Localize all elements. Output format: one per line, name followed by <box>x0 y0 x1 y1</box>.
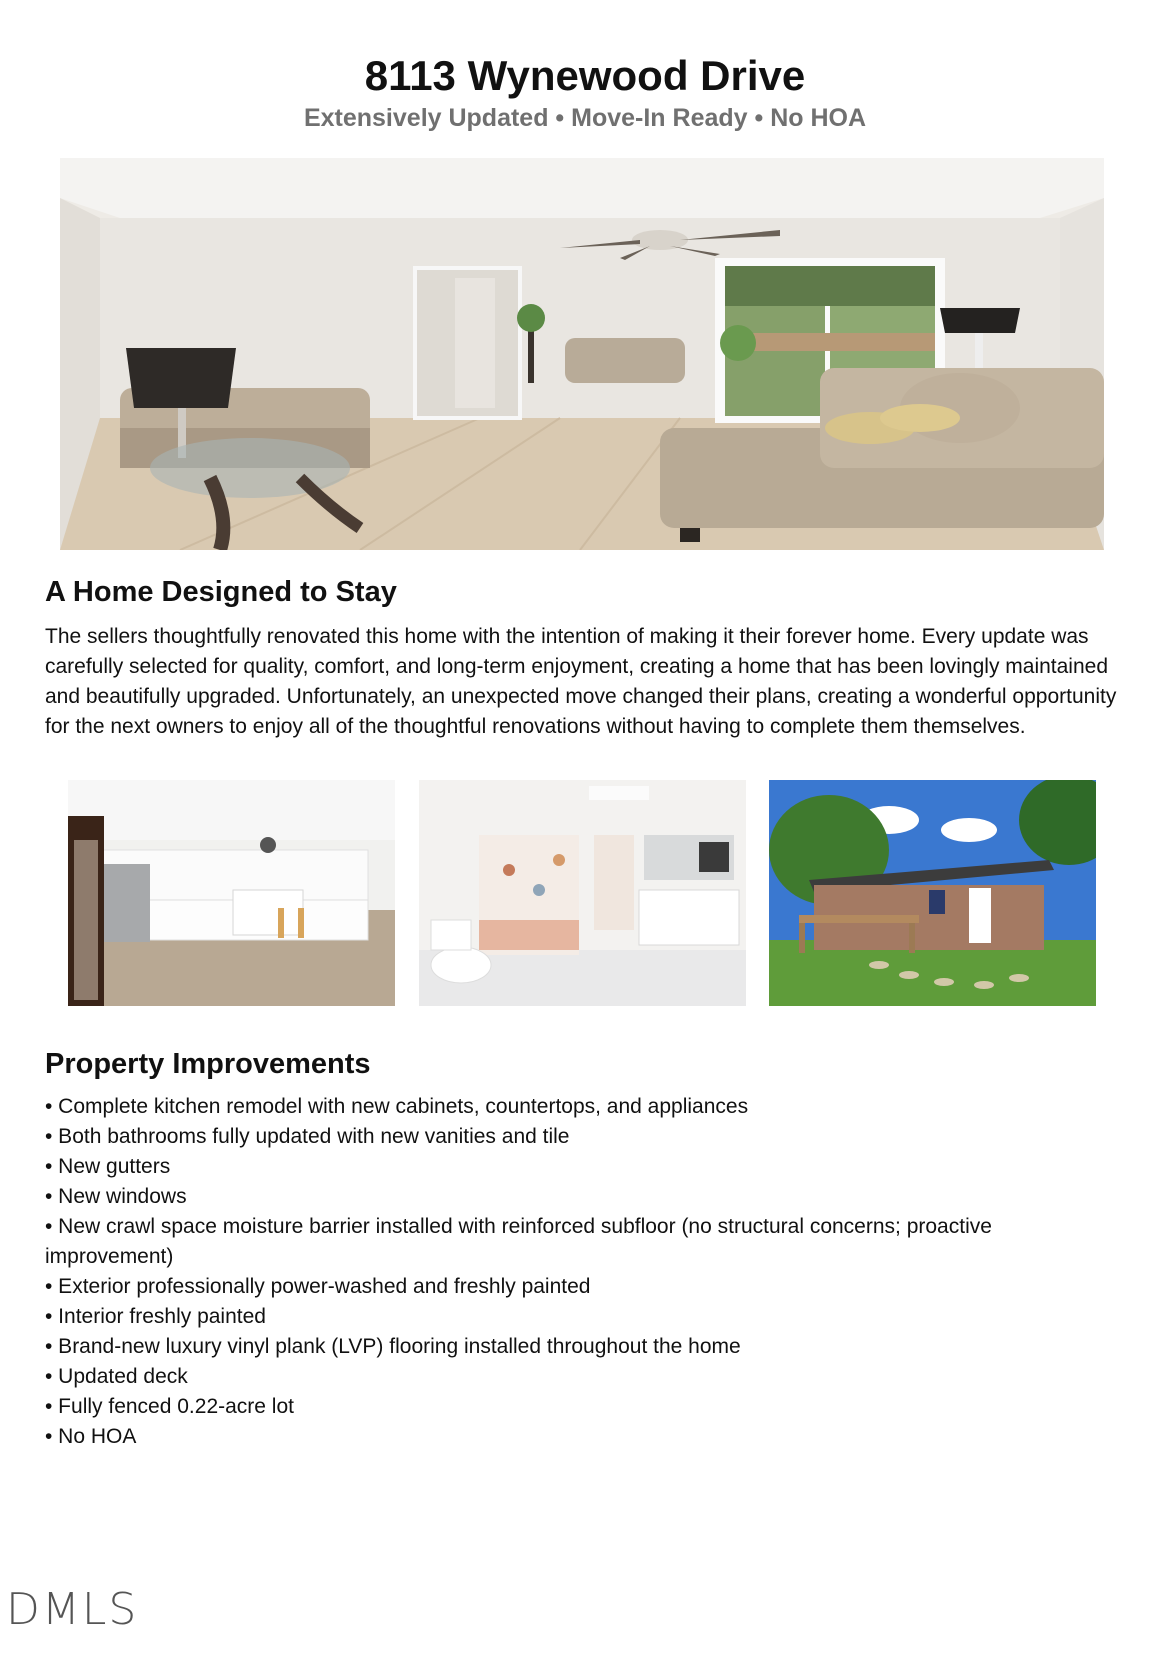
exterior-photo <box>769 780 1096 1006</box>
list-item: • New gutters <box>45 1155 171 1178</box>
bathroom-photo <box>419 780 746 1006</box>
list-item: • Both bathrooms fully updated with new vanities and tile <box>45 1125 570 1148</box>
page-subtitle: Extensively Updated • Move-In Ready • No HOA <box>303 104 867 132</box>
section-body-stay: The sellers thoughtfully renovated this home with the intention of making it their forever home. Every update was carefully selected for quality, comfort, and long-term enjoyment, creating a home that has been lovingly maintained and beautifully upgraded. Unfortunately, an unexpected move changed their plans, creating a wonderful opportunity for the next owners to enjoy all of the thoughtful renovations without having to complete them themselves. <box>45 625 1117 738</box>
dmls-logo: DMLS <box>6 1584 139 1635</box>
kitchen-photo <box>68 780 395 1006</box>
list-item: • Brand-new luxury vinyl plank (LVP) flooring installed throughout the home <box>45 1335 741 1358</box>
improvements-list <box>45 1092 1105 1452</box>
living-room-photo <box>60 158 1104 550</box>
list-item: • New crawl space moisture barrier installed with reinforced subfloor (no structural concerns; proactive improvement) <box>45 1215 992 1268</box>
section-heading-stay: A Home Designed to Stay <box>45 576 397 608</box>
list-item: • Updated deck <box>45 1365 188 1388</box>
list-item: • Complete kitchen remodel with new cabinets, countertops, and appliances <box>45 1095 749 1118</box>
list-item: • No HOA <box>45 1425 137 1448</box>
section-heading-improvements: Property Improvements <box>45 1048 371 1080</box>
list-item: • New windows <box>45 1185 187 1208</box>
list-item: • Exterior professionally power-washed and freshly painted <box>45 1275 591 1298</box>
list-item: • Fully fenced 0.22-acre lot <box>45 1395 294 1418</box>
page-title: 8113 Wynewood Drive <box>364 52 806 99</box>
list-item: • Interior freshly painted <box>45 1305 266 1328</box>
